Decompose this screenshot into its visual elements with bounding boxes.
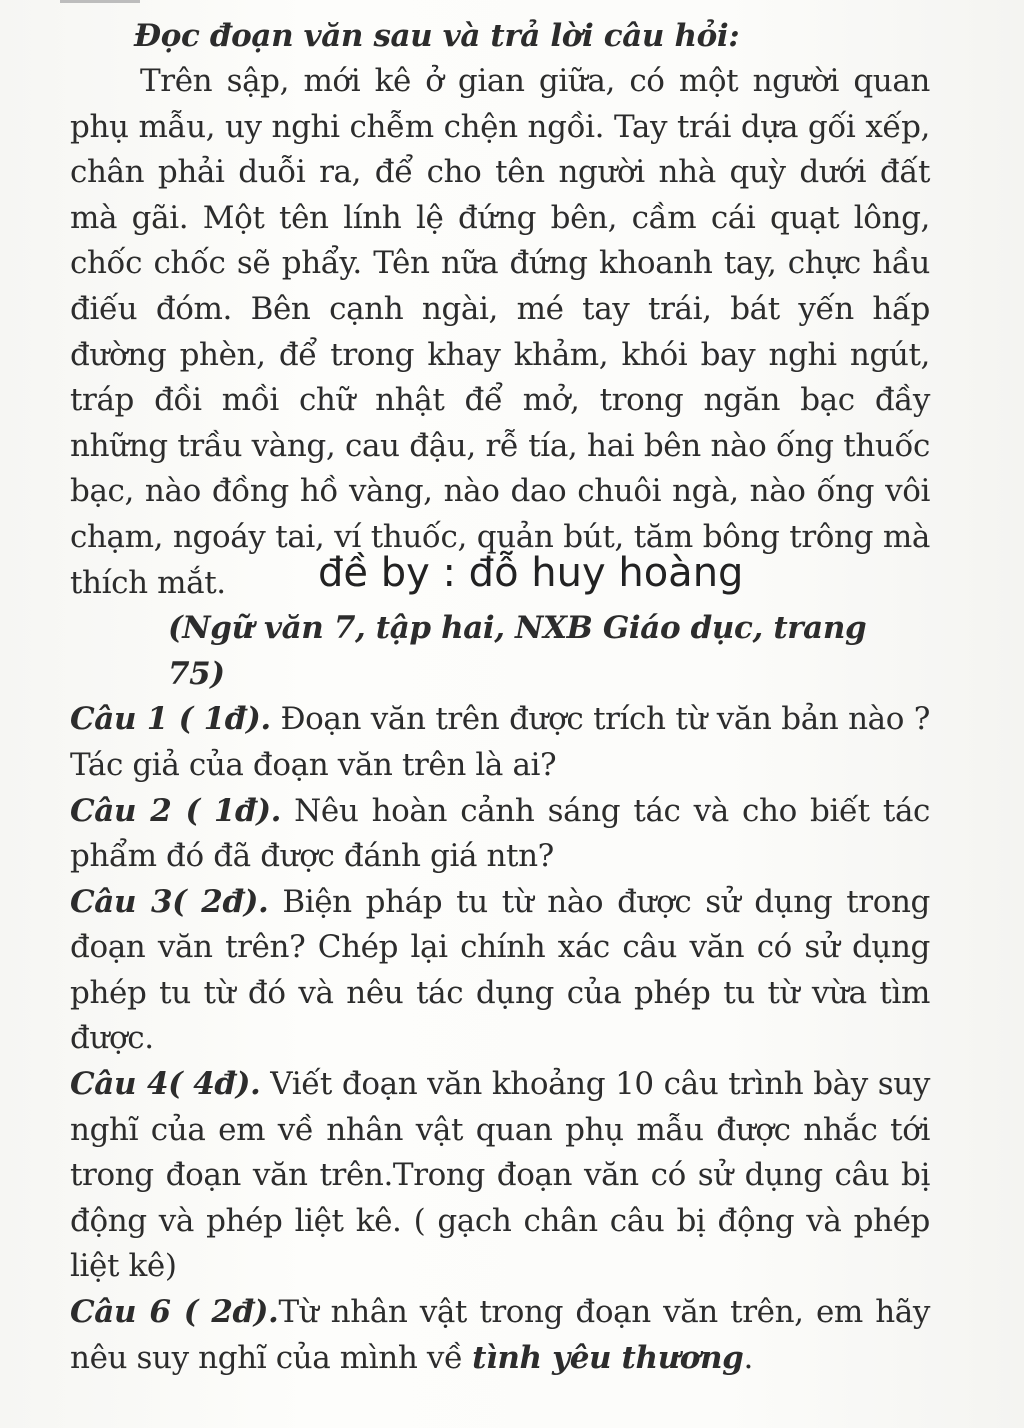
question-2 [70,789,930,880]
question-4 [70,1062,930,1290]
question-6-text: Từ nhân vật trong đoạn văn trên, em hãy nêu suy nghĩ của mình về [70,1294,930,1376]
reading-passage: Trên sập, mới kê ở gian giữa, có một người quan phụ mẫu, uy nghi chễm chện ngồi. Tay trái dựa gối xếp, chân phải duỗi ra, để cho tên người nhà quỳ dưới đất mà gãi. Một tên lính lệ đứng bên, cầm cái quạt lông, chốc chốc sẽ phẩy. Tên nữa đứng khoanh tay, chực hầu điếu đóm. Bên cạnh ngài, mé tay trái, bát yến hấp đường phèn, để trong khay khảm, khói bay nghi ngút, tráp đồi mồi chữ nhật để mở, trong ngăn bạc đầy những trầu vàng, cau đậu, rễ tía, hai bên nào ống thuốc bạc, nào đồng hồ vàng, nào dao chuôi ngà, nào ống vôi chạm, ngoáy tai, ví thuốc, quản bút, tăm bông trông mà thích mắt. [70,63,930,601]
question-1 [70,697,930,788]
question-6-end: . [743,1339,753,1376]
question-6 [70,1290,930,1381]
author-signature: đề by : đỗ huy hoàng [318,550,744,596]
question-4-label: Câu 4( 4đ). [70,1066,261,1103]
top-rule [60,0,140,3]
question-6-label: Câu 6 ( 2đ). [70,1294,279,1331]
question-2-text: Nêu hoàn cảnh sáng tác và cho biết tác phẩm đó đã được đánh giá ntn? [70,792,930,875]
instruction-heading: Đọc đoạn văn sau và trả lời câu hỏi: [134,18,740,54]
question-6-emphasis: tình yêu thương [472,1339,744,1376]
source-citation: (Ngữ văn 7, tập hai, NXB Giáo dục, trang 75) [168,610,867,692]
document-body [70,14,930,1381]
question-1-text: Đoạn văn trên được trích từ văn bản nào ? Tác giả của đoạn văn trên là ai? [70,701,930,783]
question-3-label: Câu 3( 2đ). [70,883,269,920]
question-3-text: Biện pháp tu từ nào được sử dụng trong đoạn văn trên? Chép lại chính xác câu văn có sử dụng phép tu từ đó và nêu tác dụng của phép tu từ vừa tìm được. [70,883,930,1057]
question-1-label: Câu 1 ( 1đ). [70,701,271,738]
question-4-text: Viết đoạn văn khoảng 10 câu trình bày suy nghĩ của em về nhân vật quan phụ mẫu được nhắc tới trong đoạn văn trên.Trong đoạn văn có sử dụng câu bị động và phép liệt kê. ( gạch chân câu bị động và phép liệt kê) [70,1066,930,1285]
question-2-label: Câu 2 ( 1đ). [70,792,281,829]
question-3 [70,880,930,1062]
